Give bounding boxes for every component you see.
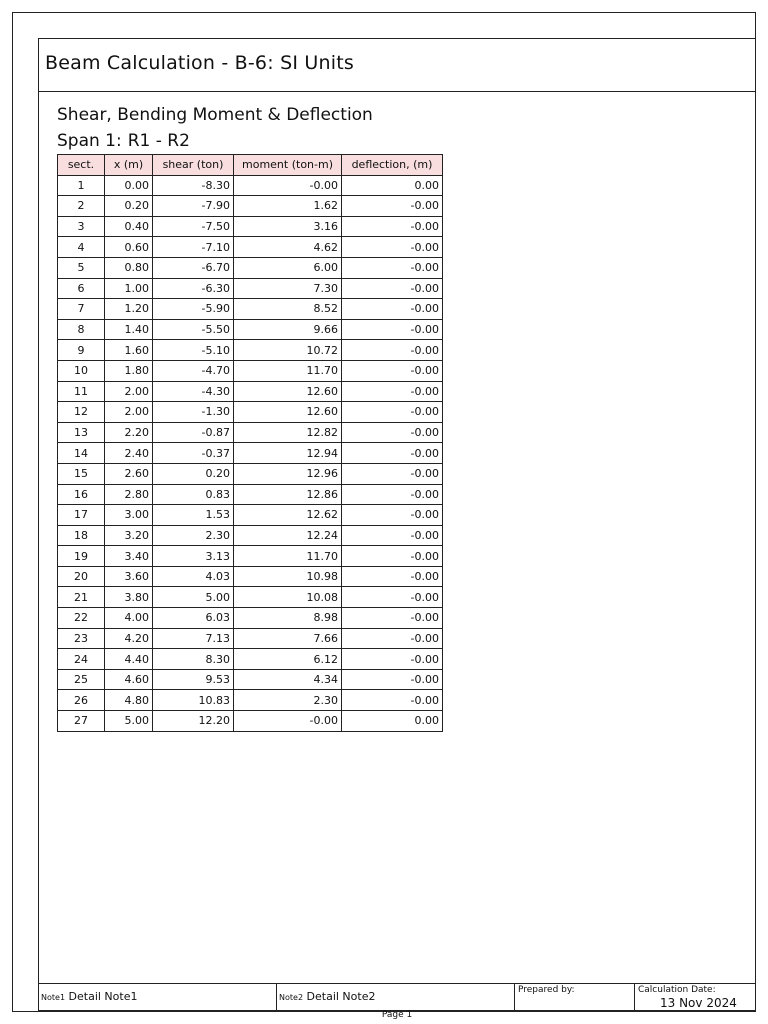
cell-x: 0.60	[105, 237, 153, 258]
cell-shear: 0.20	[153, 463, 234, 484]
cell-sect: 18	[58, 525, 105, 546]
cell-deflection: -0.00	[342, 237, 443, 258]
document-title: Beam Calculation - B-6: SI Units	[45, 52, 354, 74]
cell-shear: 3.13	[153, 546, 234, 567]
cell-x: 1.00	[105, 278, 153, 299]
cell-sect: 16	[58, 484, 105, 505]
cell-moment: 12.62	[234, 505, 342, 526]
cell-deflection: -0.00	[342, 484, 443, 505]
cell-deflection: -0.00	[342, 505, 443, 526]
note2-cell	[277, 984, 515, 1010]
cell-x: 3.80	[105, 587, 153, 608]
cell-deflection: -0.00	[342, 196, 443, 217]
cell-moment: 6.12	[234, 649, 342, 670]
cell-deflection: -0.00	[342, 443, 443, 464]
cell-deflection: -0.00	[342, 319, 443, 340]
cell-x: 1.80	[105, 360, 153, 381]
cell-moment: 7.30	[234, 278, 342, 299]
cell-deflection: -0.00	[342, 546, 443, 567]
table-row	[58, 422, 443, 443]
cell-x: 2.20	[105, 422, 153, 443]
cell-deflection: -0.00	[342, 628, 443, 649]
cell-x: 3.40	[105, 546, 153, 567]
cell-deflection: 0.00	[342, 175, 443, 196]
table-header-row	[58, 155, 443, 176]
cell-moment: 4.34	[234, 669, 342, 690]
cell-deflection: -0.00	[342, 257, 443, 278]
cell-shear: 1.53	[153, 505, 234, 526]
cell-shear: 9.53	[153, 669, 234, 690]
cell-x: 4.40	[105, 649, 153, 670]
table-row	[58, 669, 443, 690]
cell-moment: 4.62	[234, 237, 342, 258]
span-title	[57, 131, 190, 151]
cell-deflection: -0.00	[342, 649, 443, 670]
cell-deflection: -0.00	[342, 525, 443, 546]
table-row	[58, 257, 443, 278]
cell-moment: 11.70	[234, 360, 342, 381]
table-row	[58, 608, 443, 629]
cell-x: 4.20	[105, 628, 153, 649]
footer	[39, 983, 755, 1010]
cell-moment: 12.60	[234, 402, 342, 423]
page-frame	[12, 12, 756, 1020]
cell-x: 4.80	[105, 690, 153, 711]
table-row	[58, 628, 443, 649]
cell-deflection: -0.00	[342, 278, 443, 299]
header-shear: shear (ton)	[153, 155, 234, 176]
cell-sect: 3	[58, 216, 105, 237]
cell-sect: 21	[58, 587, 105, 608]
table-row	[58, 196, 443, 217]
cell-deflection: -0.00	[342, 381, 443, 402]
cell-moment: 12.86	[234, 484, 342, 505]
span-label: Span 1:	[57, 131, 122, 151]
cell-shear: -4.30	[153, 381, 234, 402]
note1-label: Note1	[41, 993, 66, 1002]
cell-deflection: -0.00	[342, 566, 443, 587]
cell-moment: 10.98	[234, 566, 342, 587]
cell-sect: 20	[58, 566, 105, 587]
cell-shear: -7.10	[153, 237, 234, 258]
cell-shear: 2.30	[153, 525, 234, 546]
cell-sect: 14	[58, 443, 105, 464]
table-row	[58, 360, 443, 381]
cell-deflection: -0.00	[342, 690, 443, 711]
cell-x: 0.80	[105, 257, 153, 278]
cell-sect: 27	[58, 711, 105, 732]
cell-sect: 15	[58, 463, 105, 484]
table-row	[58, 546, 443, 567]
title-bar	[39, 39, 755, 92]
cell-deflection: -0.00	[342, 463, 443, 484]
header-x: x (m)	[105, 155, 153, 176]
table-row	[58, 278, 443, 299]
prepared-by-cell	[515, 984, 635, 1010]
cell-shear: 10.83	[153, 690, 234, 711]
cell-sect: 1	[58, 175, 105, 196]
cell-x: 0.00	[105, 175, 153, 196]
table-row	[58, 402, 443, 423]
cell-sect: 11	[58, 381, 105, 402]
table-row	[58, 505, 443, 526]
cell-shear: -6.30	[153, 278, 234, 299]
table-row	[58, 319, 443, 340]
note1-cell	[39, 984, 277, 1010]
table-row	[58, 381, 443, 402]
table-row	[58, 237, 443, 258]
table-row	[58, 463, 443, 484]
note2-label: Note2	[279, 993, 304, 1002]
cell-x: 2.00	[105, 402, 153, 423]
cell-shear: 0.83	[153, 484, 234, 505]
cell-deflection: -0.00	[342, 360, 443, 381]
cell-moment: 12.24	[234, 525, 342, 546]
cell-shear: -6.70	[153, 257, 234, 278]
note1-value: Detail Note1	[68, 990, 138, 1003]
cell-deflection: -0.00	[342, 402, 443, 423]
cell-shear: -0.87	[153, 422, 234, 443]
table-body	[58, 175, 443, 731]
note2-value: Detail Note2	[306, 990, 376, 1003]
page-number: Page 1	[381, 1010, 413, 1020]
cell-sect: 17	[58, 505, 105, 526]
cell-moment: 10.08	[234, 587, 342, 608]
cell-moment: 10.72	[234, 340, 342, 361]
cell-moment: 12.94	[234, 443, 342, 464]
prepared-by-label: Prepared by:	[518, 985, 575, 995]
results-table	[57, 154, 443, 732]
cell-x: 0.40	[105, 216, 153, 237]
cell-sect: 12	[58, 402, 105, 423]
cell-shear: -1.30	[153, 402, 234, 423]
cell-shear: 8.30	[153, 649, 234, 670]
cell-shear: -8.30	[153, 175, 234, 196]
cell-shear: -4.70	[153, 360, 234, 381]
cell-shear: 6.03	[153, 608, 234, 629]
table-row	[58, 216, 443, 237]
cell-sect: 9	[58, 340, 105, 361]
cell-x: 1.40	[105, 319, 153, 340]
header-moment: moment (ton-m)	[234, 155, 342, 176]
cell-x: 2.60	[105, 463, 153, 484]
calculation-date-cell	[635, 984, 755, 1010]
cell-x: 2.00	[105, 381, 153, 402]
cell-shear: -7.90	[153, 196, 234, 217]
table-row	[58, 340, 443, 361]
cell-moment: 11.70	[234, 546, 342, 567]
cell-moment: 7.66	[234, 628, 342, 649]
table-row	[58, 525, 443, 546]
cell-moment: 12.82	[234, 422, 342, 443]
cell-x: 1.60	[105, 340, 153, 361]
header-deflection: deflection, (m)	[342, 155, 443, 176]
cell-sect: 6	[58, 278, 105, 299]
cell-x: 3.20	[105, 525, 153, 546]
cell-sect: 19	[58, 546, 105, 567]
cell-moment: 1.62	[234, 196, 342, 217]
cell-x: 2.80	[105, 484, 153, 505]
cell-shear: 7.13	[153, 628, 234, 649]
cell-moment: -0.00	[234, 175, 342, 196]
table-row	[58, 587, 443, 608]
cell-sect: 13	[58, 422, 105, 443]
calculation-date-label: Calculation Date:	[638, 985, 716, 995]
cell-moment: 9.66	[234, 319, 342, 340]
content-frame	[38, 38, 756, 1020]
cell-x: 5.00	[105, 711, 153, 732]
table-row	[58, 649, 443, 670]
cell-x: 4.00	[105, 608, 153, 629]
cell-shear: -5.90	[153, 299, 234, 320]
cell-x: 0.20	[105, 196, 153, 217]
cell-sect: 25	[58, 669, 105, 690]
span-ends: R1 - R2	[127, 131, 190, 151]
cell-deflection: 0.00	[342, 711, 443, 732]
table-row	[58, 443, 443, 464]
table-row	[58, 566, 443, 587]
cell-shear: -5.10	[153, 340, 234, 361]
cell-x: 3.00	[105, 505, 153, 526]
cell-deflection: -0.00	[342, 299, 443, 320]
cell-x: 1.20	[105, 299, 153, 320]
cell-moment: 3.16	[234, 216, 342, 237]
cell-moment: 12.60	[234, 381, 342, 402]
cell-deflection: -0.00	[342, 608, 443, 629]
cell-shear: -0.37	[153, 443, 234, 464]
cell-shear: 5.00	[153, 587, 234, 608]
section-title: Shear, Bending Moment & Deflection	[57, 105, 373, 125]
cell-sect: 23	[58, 628, 105, 649]
cell-sect: 2	[58, 196, 105, 217]
cell-deflection: -0.00	[342, 216, 443, 237]
cell-sect: 5	[58, 257, 105, 278]
cell-sect: 22	[58, 608, 105, 629]
cell-x: 4.60	[105, 669, 153, 690]
cell-sect: 10	[58, 360, 105, 381]
cell-sect: 8	[58, 319, 105, 340]
cell-deflection: -0.00	[342, 587, 443, 608]
table-row	[58, 711, 443, 732]
cell-moment: 6.00	[234, 257, 342, 278]
header-sect: sect.	[58, 155, 105, 176]
table-row	[58, 690, 443, 711]
cell-sect: 26	[58, 690, 105, 711]
cell-sect: 4	[58, 237, 105, 258]
table-row	[58, 175, 443, 196]
cell-x: 3.60	[105, 566, 153, 587]
cell-x: 2.40	[105, 443, 153, 464]
cell-shear: -5.50	[153, 319, 234, 340]
cell-sect: 24	[58, 649, 105, 670]
cell-moment: 12.96	[234, 463, 342, 484]
cell-moment: 8.52	[234, 299, 342, 320]
cell-shear: -7.50	[153, 216, 234, 237]
table-row	[58, 299, 443, 320]
cell-deflection: -0.00	[342, 669, 443, 690]
cell-moment: 2.30	[234, 690, 342, 711]
calculation-date-value: 13 Nov 2024	[660, 996, 737, 1010]
cell-shear: 4.03	[153, 566, 234, 587]
cell-shear: 12.20	[153, 711, 234, 732]
cell-moment: -0.00	[234, 711, 342, 732]
cell-deflection: -0.00	[342, 340, 443, 361]
cell-sect: 7	[58, 299, 105, 320]
cell-moment: 8.98	[234, 608, 342, 629]
cell-deflection: -0.00	[342, 422, 443, 443]
table-row	[58, 484, 443, 505]
